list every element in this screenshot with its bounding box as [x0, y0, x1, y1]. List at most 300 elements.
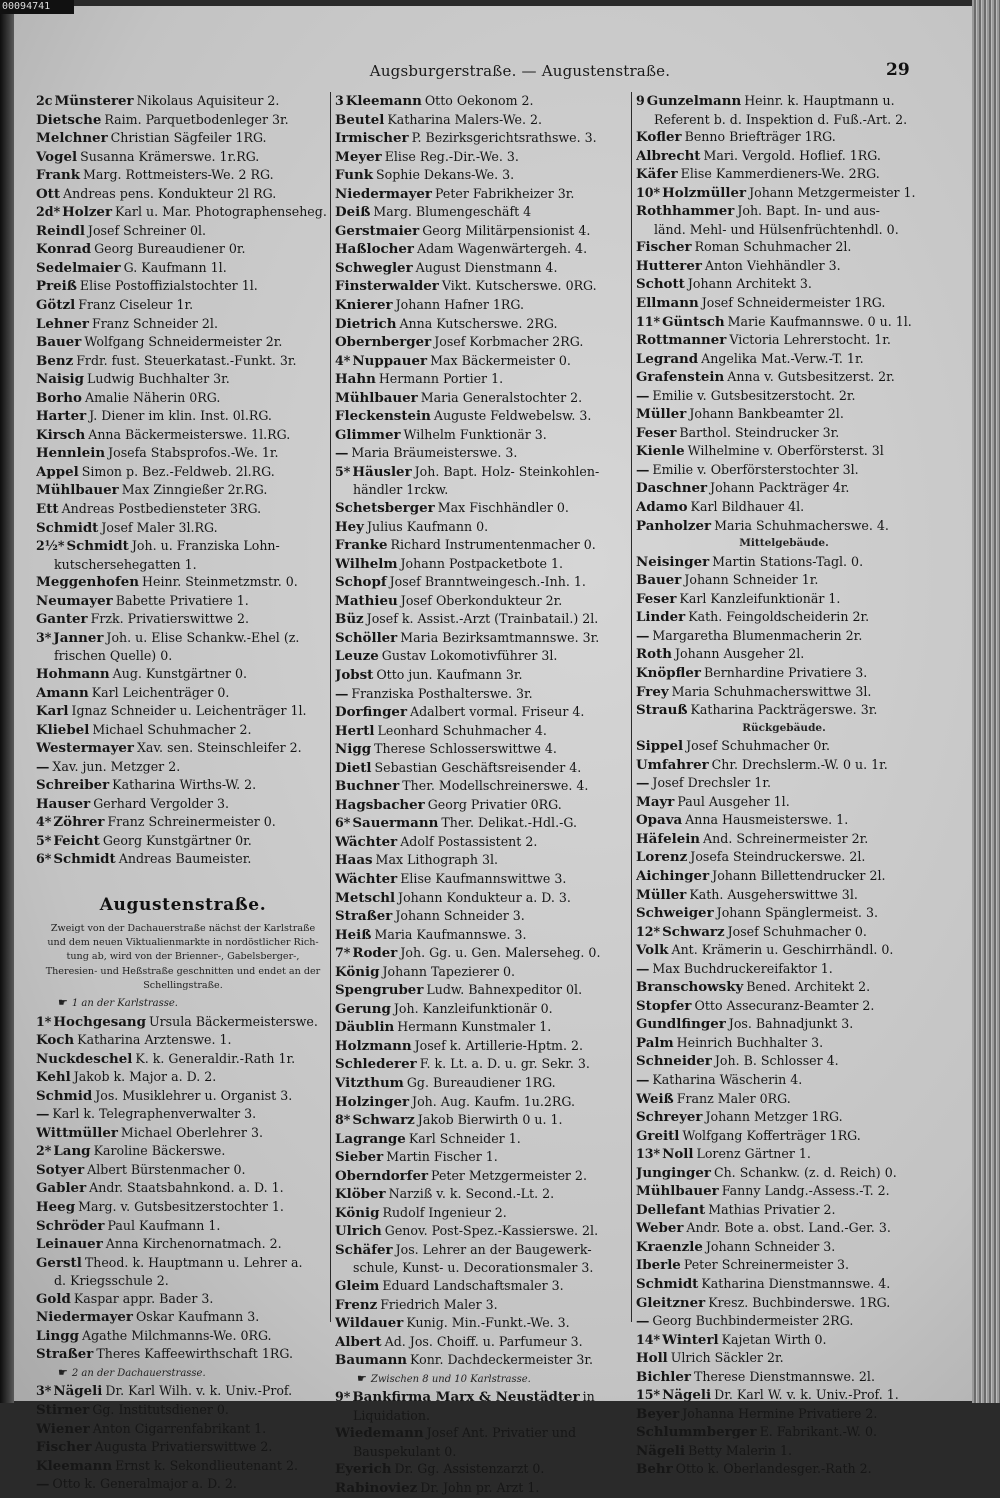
entry-details: Karl Bildhauer 4l.	[690, 499, 805, 515]
entry-details: Jakob k. Major a. D. 2.	[73, 1069, 217, 1085]
resident-name: Westermayer	[36, 740, 134, 757]
directory-entry	[36, 92, 330, 111]
directory-entry	[36, 556, 330, 574]
resident-name: Dorfinger	[335, 704, 408, 721]
directory-entry	[335, 1167, 631, 1186]
entry-details: Ludwig Buchhalter 3r.	[87, 371, 230, 387]
directory-entry	[36, 1124, 330, 1143]
entry-details: Gerhard Vergolder 3.	[93, 795, 230, 811]
entry-details: Katharina Arztenswe. 1.	[77, 1032, 232, 1048]
house-number: 4*	[335, 352, 351, 368]
resident-name: Koch	[36, 1032, 75, 1049]
directory-entry	[636, 1108, 932, 1127]
entry-details: Emilie v. Gutsbesitzerstocht. 2r.	[652, 387, 856, 403]
resident-name: Karl	[36, 703, 69, 720]
resident-name: Junginger	[636, 1164, 711, 1181]
entry-details: Maria Kaufmannswe. 3.	[374, 926, 527, 942]
resident-name: Palm	[636, 1034, 674, 1051]
entry-details: Marg. Rottmeisters-We. 2 RG.	[83, 167, 274, 183]
resident-name: Ellmann	[636, 295, 699, 312]
resident-name: Haßlocher	[335, 241, 414, 258]
resident-name: Glimmer	[335, 426, 401, 443]
resident-name: Hertl	[335, 722, 375, 739]
directory-entry	[636, 608, 932, 627]
directory-entry	[335, 740, 631, 759]
entry-details: Anna Bäckermeisterswe. 1l.RG.	[88, 426, 291, 442]
resident-name: Schmidt	[36, 519, 99, 536]
directory-entry	[335, 592, 631, 611]
directory-entry	[335, 722, 631, 741]
description-line: und dem neuen Viktualienmarkte in nordöstlicher Rich-	[47, 937, 319, 949]
resident-name: Schlederer	[335, 1056, 417, 1073]
resident-name: Feser	[636, 424, 677, 441]
resident-name: Kirsch	[36, 426, 86, 443]
resident-name: Jobst	[335, 666, 374, 683]
entry-details: Gg. Institutsdiener 0.	[92, 1402, 229, 1418]
resident-name: Straßer	[335, 908, 393, 925]
resident-name: Neisinger	[636, 553, 710, 570]
directory-entry	[636, 904, 932, 923]
entry-details: Johann Hafner 1RG.	[395, 297, 524, 313]
book-spine-edge	[0, 0, 14, 1403]
directory-entry	[335, 610, 631, 629]
directory-entry	[636, 1460, 932, 1479]
directory-entry	[636, 313, 932, 332]
directory-entry	[335, 814, 631, 833]
entry-details: Johann Schneider 3.	[705, 1238, 836, 1254]
directory-entry	[636, 517, 932, 536]
entry-list	[36, 1013, 330, 1364]
resident-name: Lehner	[36, 315, 89, 332]
directory-entry	[636, 960, 932, 979]
page-stack-edge	[972, 0, 1000, 1403]
resident-name: Obernberger	[335, 334, 432, 351]
resident-name: Strauß	[636, 702, 688, 719]
directory-entry	[636, 350, 932, 369]
directory-entry	[335, 92, 631, 111]
directory-entry	[36, 315, 330, 334]
entry-details: Konr. Dachdeckermeister 3r.	[410, 1352, 593, 1368]
entry-details: Bernhardine Privatiere 3.	[703, 664, 868, 680]
resident-name: —	[335, 685, 349, 702]
resident-name: Dietsche	[36, 111, 102, 128]
resident-name: Nuckdeschel	[36, 1050, 133, 1067]
resident-name: —	[335, 445, 349, 462]
resident-name: Häfelein	[636, 830, 701, 847]
resident-name: Häusler	[352, 463, 412, 480]
directory-entry	[36, 665, 330, 684]
resident-name: Sieber	[335, 1149, 384, 1166]
entry-details: August Dienstmann 4.	[415, 259, 558, 275]
resident-name: Wilhelm	[335, 555, 398, 572]
entry-details: G. Kaufmann 1l.	[123, 259, 227, 275]
entry-details: Wolfgang Kofferträger 1RG.	[682, 1127, 861, 1143]
entry-details: Karl Leichenträger 0.	[91, 684, 230, 700]
directory-entry	[636, 1164, 932, 1183]
resident-name: Buchner	[335, 778, 400, 795]
resident-name: Frank	[36, 167, 81, 184]
directory-entry	[335, 1130, 631, 1149]
entry-details: Theod. k. Hauptmann u. Lehrer a.	[84, 1254, 303, 1270]
entry-details: Heinr. Steinmetzmstr. 0.	[142, 574, 298, 590]
directory-entry	[636, 645, 932, 664]
directory-entry	[335, 370, 631, 389]
directory-entry	[36, 222, 330, 241]
directory-entry	[36, 444, 330, 463]
directory-entry	[636, 1405, 932, 1424]
page-number: 29	[886, 60, 910, 80]
entry-details: Joh. Bapt. In- und aus-	[737, 203, 880, 219]
entry-details: Heinr. k. Hauptmann u.	[744, 93, 895, 108]
resident-name: Schmidt	[66, 538, 129, 555]
directory-entry	[335, 1222, 631, 1241]
resident-name: Ganter	[36, 611, 88, 628]
column-1	[36, 92, 330, 1494]
directory-entry	[36, 185, 330, 204]
entry-details: Andreas pens. Kondukteur 2l RG.	[63, 185, 277, 201]
resident-name: Schmidt	[53, 851, 116, 868]
entry-details: Katharina Wäscherin 4.	[652, 1071, 803, 1087]
directory-entry	[335, 796, 631, 815]
entry-details: Paul Ausgeher 1l.	[677, 793, 790, 809]
directory-entry	[335, 333, 631, 352]
entry-list	[636, 737, 932, 1479]
entry-details: Victoria Lehrerstocht. 1r.	[729, 332, 891, 348]
directory-entry	[36, 129, 330, 148]
resident-name: Sedelmaier	[36, 259, 121, 276]
directory-entry	[335, 1204, 631, 1223]
resident-name: Albert	[335, 1333, 382, 1350]
house-number: 4*	[36, 814, 52, 830]
entry-details: Elise Postoffizialstochter 1l.	[79, 278, 258, 294]
entry-details: Otto Oekonom 2.	[424, 93, 534, 108]
street-heading: Augustenstraße.	[99, 894, 267, 915]
entry-details: Mathias Privatier 2.	[708, 1201, 836, 1217]
entry-details: Frdr. fust. Steuerkatast.-Funkt. 3r.	[76, 352, 297, 368]
directory-entry	[36, 1420, 330, 1439]
entry-details: Amalie Näherin 0RG.	[84, 389, 221, 405]
directory-entry	[636, 498, 932, 517]
resident-name: Dietl	[335, 759, 372, 776]
entry-details: Johann Schneider 1r.	[684, 572, 819, 588]
directory-entry	[36, 1308, 330, 1327]
entry-details: Dr. Karl Wilh. v. k. Univ.-Prof.	[105, 1383, 293, 1399]
entry-details: E. Fabrikant.-W. 0.	[759, 1424, 877, 1440]
directory-entry	[335, 647, 631, 666]
directory-entry	[636, 701, 932, 720]
directory-entry	[636, 1386, 932, 1405]
directory-entry	[335, 222, 631, 241]
entry-details: Adam Wagenwärtergeh. 4.	[416, 241, 588, 257]
directory-entry	[335, 129, 631, 148]
entry-details: Dr. Karl W. v. k. Univ.-Prof. 1.	[714, 1387, 899, 1403]
directory-entry	[36, 407, 330, 426]
resident-name: Benz	[36, 352, 74, 369]
resident-name: Knöpfler	[636, 664, 701, 681]
entry-details: Barthol. Steindrucker 3r.	[679, 424, 840, 440]
entry-details: Johann Architekt 3.	[687, 276, 812, 292]
resident-name: Schwarz	[662, 923, 725, 940]
resident-name: Aichinger	[636, 867, 710, 884]
resident-name: Roder	[352, 945, 398, 962]
pointing-hand-icon: ☛	[58, 995, 68, 1009]
entry-details: Maria Generalstochter 2.	[420, 389, 583, 405]
resident-name: Spengruber	[335, 982, 424, 999]
entry-details: Kaspar appr. Bader 3.	[73, 1290, 214, 1306]
entry-details: Sophie Dekans-We. 3.	[376, 167, 515, 183]
directory-entry	[636, 1127, 932, 1146]
resident-name: Hutterer	[636, 257, 702, 274]
resident-name: Münsterer	[54, 93, 134, 109]
resident-name: Linder	[636, 609, 686, 626]
resident-name: Funk	[335, 167, 374, 184]
entry-details: Vikt. Kutscherswe. 0RG.	[441, 278, 597, 294]
directory-entry	[36, 1217, 330, 1236]
resident-name: Dellefant	[636, 1201, 706, 1218]
entry-details: Anna Kirchenornatmach. 2.	[105, 1236, 282, 1252]
entry-details: Gustav Lokomotivführer 3l.	[381, 648, 558, 664]
directory-entry	[335, 573, 631, 592]
directory-entry	[36, 1142, 330, 1161]
description-line: Zweigt von der Dachauerstraße nächst der Karlstraße	[50, 922, 316, 934]
resident-name: Roth	[636, 646, 672, 663]
entry-details: Johann Schneider 3.	[395, 908, 525, 924]
entry-details: Ad. Jos. Choiff. u. Parfumeur 3.	[384, 1333, 583, 1349]
resident-name: Mathieu	[335, 592, 398, 609]
directory-entry	[335, 148, 631, 167]
entry-details: Josef Branntweingesch.-Inh. 1.	[389, 574, 586, 590]
entry-details: Karl Kanzleifunktionär 1.	[679, 590, 841, 606]
section-marker: ☛ 1 an der Karlstrasse.	[58, 995, 178, 1009]
resident-name: Baumann	[335, 1352, 408, 1369]
resident-name: Panholzer	[636, 517, 712, 534]
description-line: Schellingstraße.	[143, 979, 223, 991]
resident-name: Oberndorfer	[335, 1167, 429, 1184]
house-number: 13*	[636, 1146, 661, 1162]
resident-name: Güntsch	[662, 313, 725, 330]
directory-entry	[36, 240, 330, 259]
directory-entry	[335, 1314, 631, 1333]
directory-entry	[335, 426, 631, 445]
directory-entry	[636, 368, 932, 387]
resident-name: Gundlfinger	[636, 1016, 726, 1033]
entry-list	[335, 92, 631, 1370]
resident-name: Stirner	[36, 1402, 90, 1419]
entry-details: Max Fischhändler 0.	[437, 500, 569, 516]
entry-details: Jos. Lehrer an der Baugewerk-	[395, 1241, 592, 1257]
resident-name: Kleemann	[36, 1457, 113, 1474]
entry-details: Ursula Bäckermeisterswe.	[149, 1013, 318, 1029]
resident-name: Hauser	[36, 795, 91, 812]
entry-details: Joh. u. Elise Schankw.-Ehel (z.	[106, 629, 300, 645]
resident-name: Schmid	[36, 1087, 93, 1104]
directory-entry	[36, 111, 330, 130]
resident-name: Bankfirma Marx & Neustädter	[352, 1389, 580, 1406]
resident-name: Hochgesang	[53, 1013, 147, 1030]
pointing-hand-icon: ☛	[58, 1365, 68, 1379]
resident-name: Neumayer	[36, 592, 113, 609]
directory-entry	[335, 963, 631, 982]
entry-details: Ther. Delikat.-Hdl.-G.	[441, 815, 577, 831]
description-line: Theresien- und Heßstraße geschnitten und endet an der	[45, 965, 321, 977]
resident-name: Wiedemann	[335, 1425, 424, 1442]
directory-entry	[636, 275, 932, 294]
resident-name: Winterl	[662, 1331, 719, 1348]
directory-entry	[335, 703, 631, 722]
resident-name: Borho	[36, 389, 82, 406]
resident-name: Kofler	[636, 129, 682, 146]
resident-name: —	[636, 1313, 650, 1330]
directory-entry	[636, 202, 932, 221]
resident-name: Frey	[636, 683, 669, 700]
resident-name: Klöber	[335, 1186, 386, 1203]
directory-entry	[636, 111, 932, 129]
directory-entry	[36, 166, 330, 185]
directory-entry	[335, 1111, 631, 1130]
directory-entry	[335, 1479, 631, 1498]
entry-details: Maria Schuhmacherswittwe 3l.	[671, 683, 872, 699]
directory-entry	[636, 627, 932, 646]
resident-name: Mühlbauer	[636, 1183, 719, 1200]
resident-name: Gold	[36, 1290, 71, 1307]
directory-entry	[636, 1275, 932, 1294]
directory-entry	[335, 481, 631, 499]
directory-entry	[636, 165, 932, 184]
resident-name: Schwegler	[335, 259, 413, 276]
directory-entry	[36, 1198, 330, 1217]
entry-details: Karl u. Mar. Photographenseheg.	[115, 204, 327, 220]
resident-name: Müller	[636, 886, 687, 903]
entry-details: Marie Kaufmannswe. 0 u. 1l.	[727, 313, 912, 329]
directory-entry	[335, 1055, 631, 1074]
resident-name: —	[636, 775, 650, 792]
resident-name: Mühlbauer	[36, 482, 119, 499]
resident-name: Hey	[335, 518, 364, 535]
entry-details: Karl Schneider 1.	[408, 1130, 521, 1146]
directory-entry	[36, 1235, 330, 1254]
directory-entry	[636, 184, 932, 203]
resident-name: Grafenstein	[636, 369, 725, 386]
directory-entry	[636, 92, 932, 111]
entry-details: Adolf Postassistent 2.	[400, 833, 538, 849]
house-number: 3*	[36, 629, 52, 645]
directory-entry	[36, 1290, 330, 1309]
entry-details: Johann Bankbeamter 2l.	[689, 406, 844, 422]
entry-details: F. k. Lt. a. D. u. gr. Sekr. 3.	[419, 1056, 590, 1072]
entry-details: länd. Mehl- und Hülsenfrüchtenhdl. 0.	[654, 221, 899, 237]
resident-name: Holzmüller	[662, 184, 747, 201]
directory-entry	[636, 886, 932, 905]
resident-name: Leinauer	[36, 1236, 103, 1253]
entry-details: Auguste Feldwebelsw. 3.	[433, 408, 592, 424]
resident-name: Holzer	[62, 204, 113, 221]
directory-entry	[36, 481, 330, 500]
entry-details: Peter Metzgermeister 2.	[431, 1167, 587, 1183]
directory-entry	[36, 1327, 330, 1346]
directory-entry	[636, 1052, 932, 1071]
resident-name: Fleckenstein	[335, 408, 431, 425]
directory-entry	[636, 221, 932, 239]
entry-details: Franz Schneider 2l.	[91, 315, 218, 331]
resident-name: Schmidt	[636, 1276, 699, 1292]
directory-entry	[636, 1423, 932, 1442]
resident-name: Deiß	[335, 204, 371, 221]
directory-entry	[36, 1050, 330, 1069]
resident-name: Franke	[335, 537, 388, 554]
directory-entry	[636, 147, 932, 166]
entry-details: Otto k. Oberlandesger.-Rath 2.	[675, 1461, 872, 1477]
entry-list	[36, 92, 330, 869]
resident-name: Frenz	[335, 1296, 378, 1313]
directory-entry	[636, 664, 932, 683]
resident-name: Lingg	[36, 1327, 79, 1344]
resident-name: Heeg	[36, 1199, 76, 1215]
pointing-hand-icon: ☛	[357, 1371, 367, 1385]
house-number: 5*	[335, 463, 351, 479]
directory-entry	[36, 721, 330, 740]
entry-details: Johanna Hermine Privatiere 2.	[682, 1405, 878, 1421]
directory-entry	[636, 257, 932, 276]
resident-name: Müller	[636, 406, 687, 423]
directory-entry	[36, 1179, 330, 1198]
entry-details: Chr. Drechslerm.-W. 0 u. 1r.	[711, 756, 888, 772]
entry-list	[335, 1388, 631, 1497]
entry-details: Franz Maler 0RG.	[676, 1090, 791, 1106]
entry-details: Jos. Musiklehrer u. Organist 3.	[95, 1087, 293, 1103]
directory-entry	[36, 463, 330, 482]
resident-name: Holzmann	[335, 1037, 412, 1054]
directory-entry	[636, 387, 932, 406]
house-number: 12*	[636, 923, 661, 939]
entry-details: Georg Privatier 0RG.	[427, 796, 562, 812]
entry-details: Elise Kaufmannswittwe 3.	[400, 870, 567, 886]
entry-details: Hermann Portier 1.	[378, 371, 504, 387]
entry-details: Josef Oberkondukteur 2r.	[400, 592, 563, 608]
directory-entry	[36, 277, 330, 296]
house-number: 9	[636, 93, 645, 108]
entry-details: Josef Schuhmacher 0r.	[686, 738, 831, 754]
directory-entry	[36, 148, 330, 167]
directory-entry	[36, 1087, 330, 1106]
entry-details: Johann Billettendrucker 2l.	[712, 867, 886, 883]
section-marker: ☛ 2 an der Dachauerstrasse.	[58, 1365, 206, 1379]
directory-entry	[636, 1349, 932, 1368]
entry-details: Referent b. d. Inspektion d. Fuß.-Art. 2.	[654, 111, 908, 127]
resident-name: Behr	[636, 1461, 673, 1478]
resident-name: Feicht	[53, 832, 100, 849]
resident-name: Eyerich	[335, 1461, 392, 1478]
entry-details: Xav. jun. Metzger 2.	[52, 758, 181, 774]
entry-details: Anna v. Gutsbesitzerst. 2r.	[727, 369, 895, 385]
entry-details: Aug. Kunstgärtner 0.	[112, 665, 248, 681]
directory-entry	[36, 370, 330, 389]
entry-details: Peter Schreinermeister 3.	[683, 1257, 850, 1273]
directory-entry	[636, 294, 932, 313]
entry-details: Katharina Malers-We. 2.	[387, 111, 542, 127]
directory-entry	[636, 331, 932, 350]
resident-name: Volk	[636, 942, 669, 959]
entry-details: schule, Kunst- u. Decorationsmaler 3.	[353, 1260, 594, 1276]
directory-entry	[36, 610, 330, 629]
entry-details: Sebastian Geschäftsreisender 4.	[374, 759, 582, 775]
resident-name: Büz	[335, 611, 364, 628]
resident-name: Schöller	[335, 629, 398, 646]
directory-entry	[335, 444, 631, 463]
entry-details: Joh. Kanzleifunktionär 0.	[393, 1000, 553, 1016]
directory-entry	[636, 479, 932, 498]
scan-label: 00094741	[0, 0, 74, 14]
directory-entry	[36, 1013, 330, 1032]
